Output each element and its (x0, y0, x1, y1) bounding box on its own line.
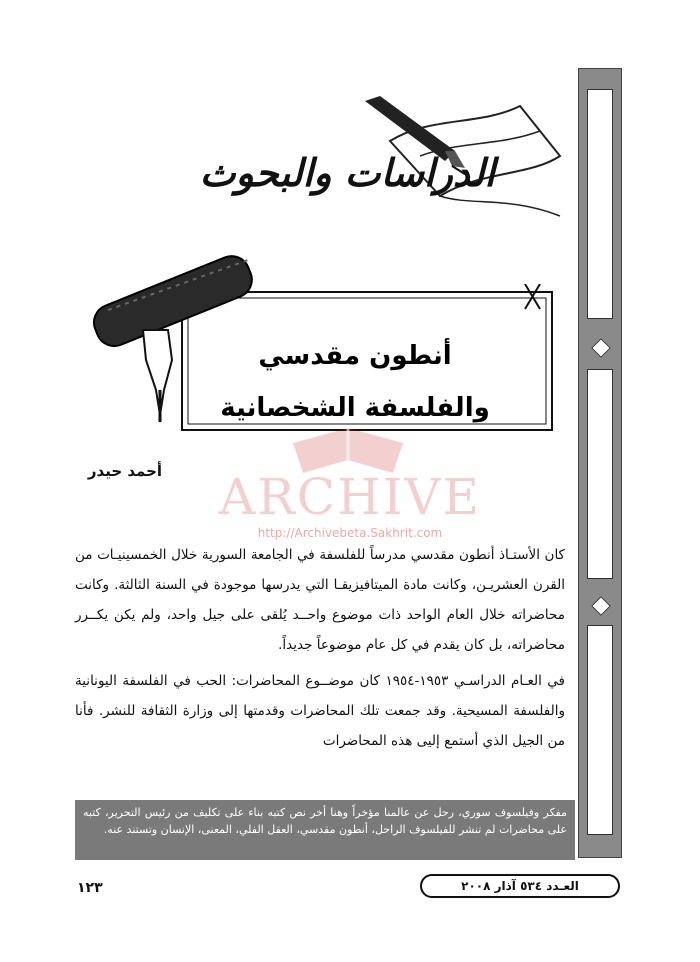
border-panel (587, 625, 613, 835)
article-title-line-2: والفلسفة الشخصانية (220, 393, 490, 423)
issue-label: العـدد ٥٣٤ آذار ٢٠٠٨ (420, 874, 620, 898)
page-number: ١٢٣ (77, 880, 103, 896)
body-paragraph-2: في العـام الدراسـي ١٩٥٣-١٩٥٤ كان موضــوع المحاضرات: الحب في الفلسفة اليونانية والفلسفة المسيحية. وقد جمعت تلك المحاضرات وقدمتها إلى وزارة الثقافة للنشر. فأنا من الجيل الذي أستمع إليى هذه المحاضرات (75, 673, 565, 749)
border-panel (587, 89, 613, 319)
section-heading: الدراسات والبحوث (199, 150, 495, 195)
right-decorative-border (578, 68, 622, 858)
article-title-line-1: أنطون مقدسي (258, 341, 452, 371)
watermark-url: http://Archivebeta.Sakhrit.com (257, 526, 443, 540)
border-panel (587, 369, 613, 579)
author-name: أحمد حيدر (87, 462, 163, 480)
article-body (75, 540, 565, 756)
watermark-text: ARCHIVE (219, 468, 481, 526)
author-footnote: مفكر وفيلسوف سوري، رحل عن عالمنا مؤخراً وهنا أخر نص كتبه بناء على تكليف من رئيس التحرير، كتبه على محاضرات لم تنشر للفيلسوف الراحل، أنطون مقدسي، العقل الفلي، المعنى، الإنسان وتستند عنه. (75, 800, 575, 860)
border-ornament (591, 596, 611, 616)
body-paragraph-1: كان الأستـاذ أنطون مقدسي مدرساً للفلسفة في الجامعة السورية خلال الخمسينيـات من القرن العشريـن، وكانت مادة الميتافيزيقـا التي يدرسها موجودة في السنة الثالثة. وكانت محاضراته خلال العام الواحد ذات موضوع واحــد يُلقى على جيل واحد، ولم يكن يكــرر محاضراته، بل كان يقدم في كل عام موضوعاً جديداً. (75, 547, 565, 653)
border-ornament (591, 338, 611, 358)
